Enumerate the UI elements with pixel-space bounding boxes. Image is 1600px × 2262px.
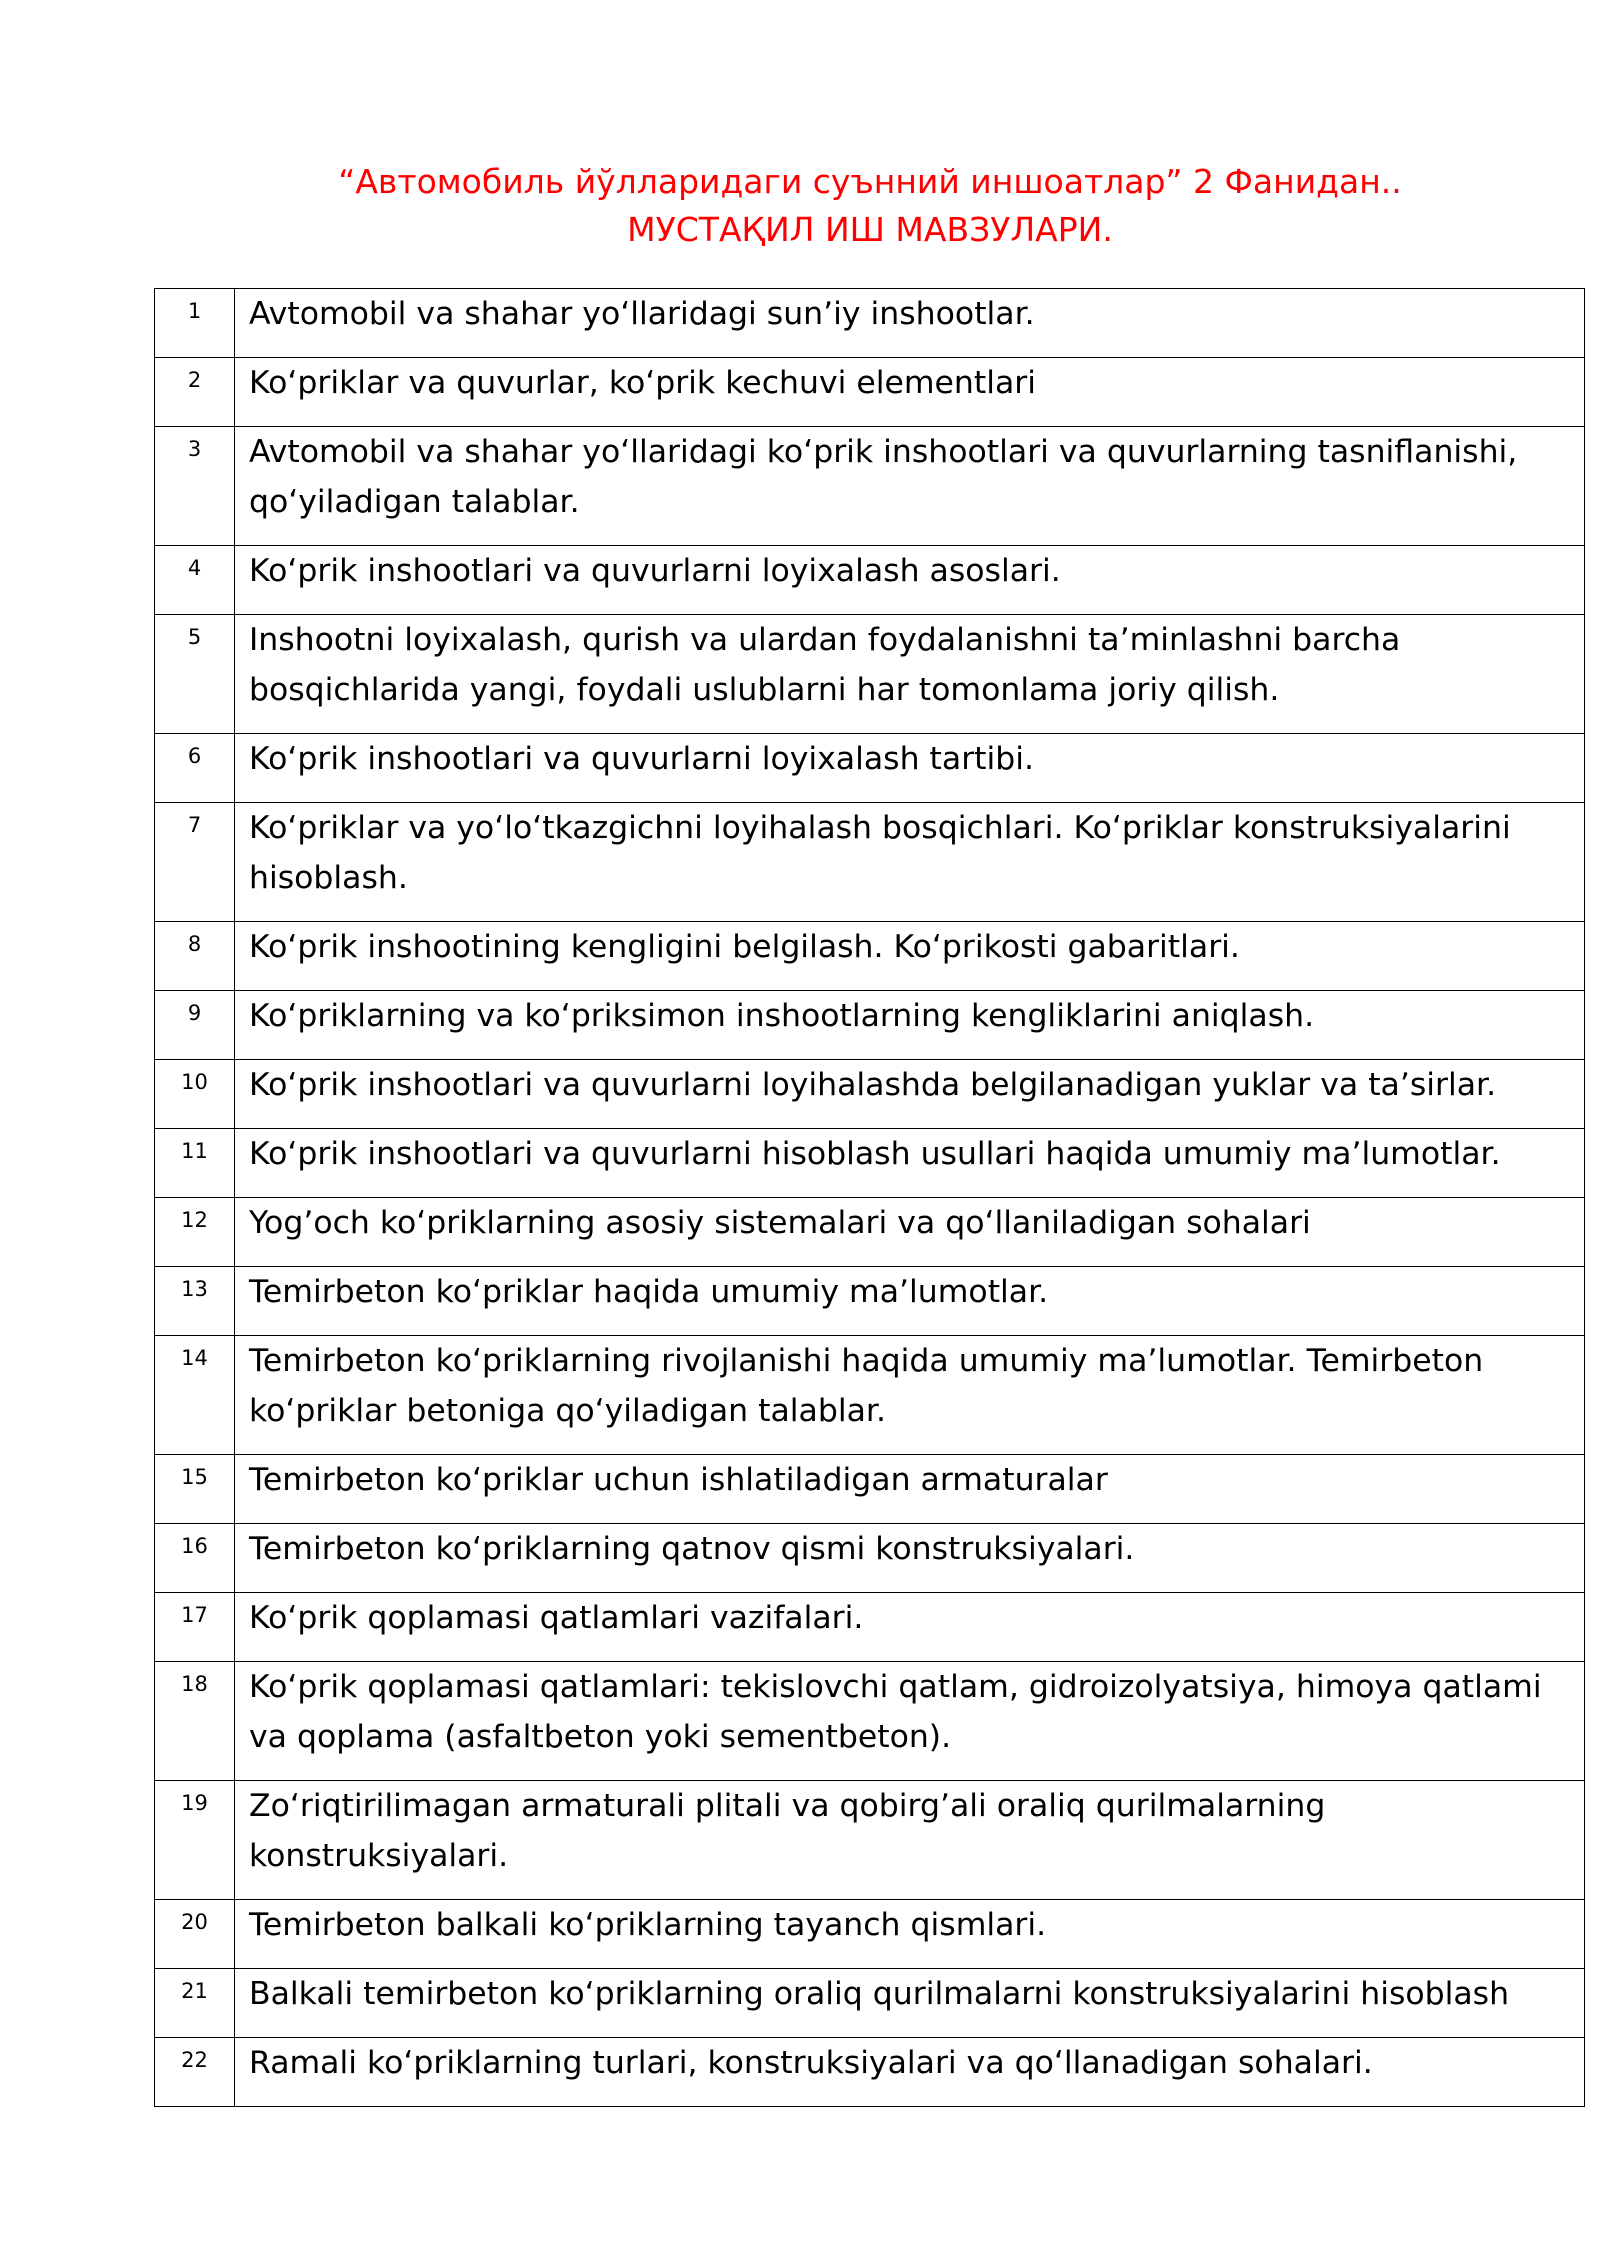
topic-text: Koʻprik inshootining kengligini belgilash. Koʻprikosti gabaritlari. — [235, 922, 1585, 991]
table-row — [155, 1267, 1585, 1336]
topic-text: Temirbeton koʻpriklarning qatnov qismi konstruksiyalari. — [235, 1524, 1585, 1593]
topic-number: 18 — [155, 1662, 235, 1781]
topic-text: Avtomobil va shahar yoʻllaridagi koʻprik inshootlari va quvurlarning tasniflanishi, qoʻyiladigan talablar. — [235, 427, 1585, 546]
topic-text: Koʻprik qoplamasi qatlamlari vazifalari. — [235, 1593, 1585, 1662]
table-row — [155, 546, 1585, 615]
topic-number: 2 — [155, 358, 235, 427]
topic-number: 14 — [155, 1336, 235, 1455]
topic-number: 13 — [155, 1267, 235, 1336]
topic-number: 11 — [155, 1129, 235, 1198]
topic-text: Koʻprik inshootlari va quvurlarni hisoblash usullari haqida umumiy ma’lumotlar. — [235, 1129, 1585, 1198]
table-row — [155, 991, 1585, 1060]
topic-number: 4 — [155, 546, 235, 615]
table-row — [155, 427, 1585, 546]
topic-number: 16 — [155, 1524, 235, 1593]
table-row — [155, 1060, 1585, 1129]
topics-table — [154, 288, 1585, 2107]
topic-number: 5 — [155, 615, 235, 734]
topic-number: 3 — [155, 427, 235, 546]
title-line-heading: МУСТАҚИЛ ИШ МАВЗУЛАРИ. — [627, 210, 1113, 249]
table-row — [155, 1593, 1585, 1662]
topic-text: Koʻprik inshootlari va quvurlarni loyihalashda belgilanadigan yuklar va ta’sirlar. — [235, 1060, 1585, 1129]
table-row — [155, 289, 1585, 358]
topic-number: 20 — [155, 1900, 235, 1969]
table-row — [155, 1129, 1585, 1198]
topic-text: Temirbeton koʻpriklar uchun ishlatiladigan armaturalar — [235, 1455, 1585, 1524]
topic-number: 21 — [155, 1969, 235, 2038]
topic-number: 12 — [155, 1198, 235, 1267]
topic-text: Temirbeton balkali koʻpriklarning tayanch qismlari. — [235, 1900, 1585, 1969]
table-row — [155, 1900, 1585, 1969]
topic-text: Ramali koʻpriklarning turlari, konstruksiyalari va qoʻllanadigan sohalari. — [235, 2038, 1585, 2107]
table-row — [155, 803, 1585, 922]
topic-number: 10 — [155, 1060, 235, 1129]
title-line-subject: “Автомобиль йўлларидаги суънний иншоатлар” 2 Фанидан.. — [338, 162, 1402, 201]
table-row — [155, 922, 1585, 991]
topic-number: 17 — [155, 1593, 235, 1662]
topic-number: 7 — [155, 803, 235, 922]
table-row — [155, 358, 1585, 427]
table-row — [155, 1198, 1585, 1267]
document-title — [155, 158, 1585, 254]
table-row — [155, 2038, 1585, 2107]
topic-number: 9 — [155, 991, 235, 1060]
table-row — [155, 1524, 1585, 1593]
topic-number: 1 — [155, 289, 235, 358]
table-row — [155, 1455, 1585, 1524]
topic-number: 6 — [155, 734, 235, 803]
topic-text: Koʻpriklarning va koʻpriksimon inshootlarning kengliklarini aniqlash. — [235, 991, 1585, 1060]
topic-text: Temirbeton koʻpriklarning rivojlanishi haqida umumiy ma’lumotlar. Temirbeton koʻpriklar betoniga qoʻyiladigan talablar. — [235, 1336, 1585, 1455]
topic-text: Koʻpriklar va yoʻloʻtkazgichni loyihalash bosqichlari. Koʻpriklar konstruksiyalarini hisoblash. — [235, 803, 1585, 922]
topic-number: 19 — [155, 1781, 235, 1900]
table-row — [155, 734, 1585, 803]
topic-text: Temirbeton koʻpriklar haqida umumiy ma’lumotlar. — [235, 1267, 1585, 1336]
topic-text: Koʻpriklar va quvurlar, koʻprik kechuvi elementlari — [235, 358, 1585, 427]
table-row — [155, 1781, 1585, 1900]
topic-number: 22 — [155, 2038, 235, 2107]
topic-number: 8 — [155, 922, 235, 991]
table-row — [155, 1662, 1585, 1781]
table-row — [155, 1969, 1585, 2038]
topic-number: 15 — [155, 1455, 235, 1524]
topic-text: Avtomobil va shahar yoʻllaridagi sun’iy inshootlar. — [235, 289, 1585, 358]
topic-text: Yog’och koʻpriklarning asosiy sistemalari va qoʻllaniladigan sohalari — [235, 1198, 1585, 1267]
table-row — [155, 1336, 1585, 1455]
topic-text: Balkali temirbeton koʻpriklarning oraliq qurilmalarni konstruksiyalarini hisoblash — [235, 1969, 1585, 2038]
topic-text: Zoʻriqtirilimagan armaturali plitali va qobirg’ali oraliq qurilmalarning konstruksiyalari. — [235, 1781, 1585, 1900]
table-row — [155, 615, 1585, 734]
topic-text: Koʻprik inshootlari va quvurlarni loyixalash tartibi. — [235, 734, 1585, 803]
topic-text: Inshootni loyixalash, qurish va ulardan foydalanishni ta’minlashni barcha bosqichlarida yangi, foydali uslublarni har tomonlama joriy qilish. — [235, 615, 1585, 734]
topic-text: Koʻprik inshootlari va quvurlarni loyixalash asoslari. — [235, 546, 1585, 615]
topic-text: Koʻprik qoplamasi qatlamlari: tekislovchi qatlam, gidroizolyatsiya, himoya qatlami va qoplama (asfaltbeton yoki sementbeton). — [235, 1662, 1585, 1781]
topics-table-body — [155, 289, 1585, 2107]
